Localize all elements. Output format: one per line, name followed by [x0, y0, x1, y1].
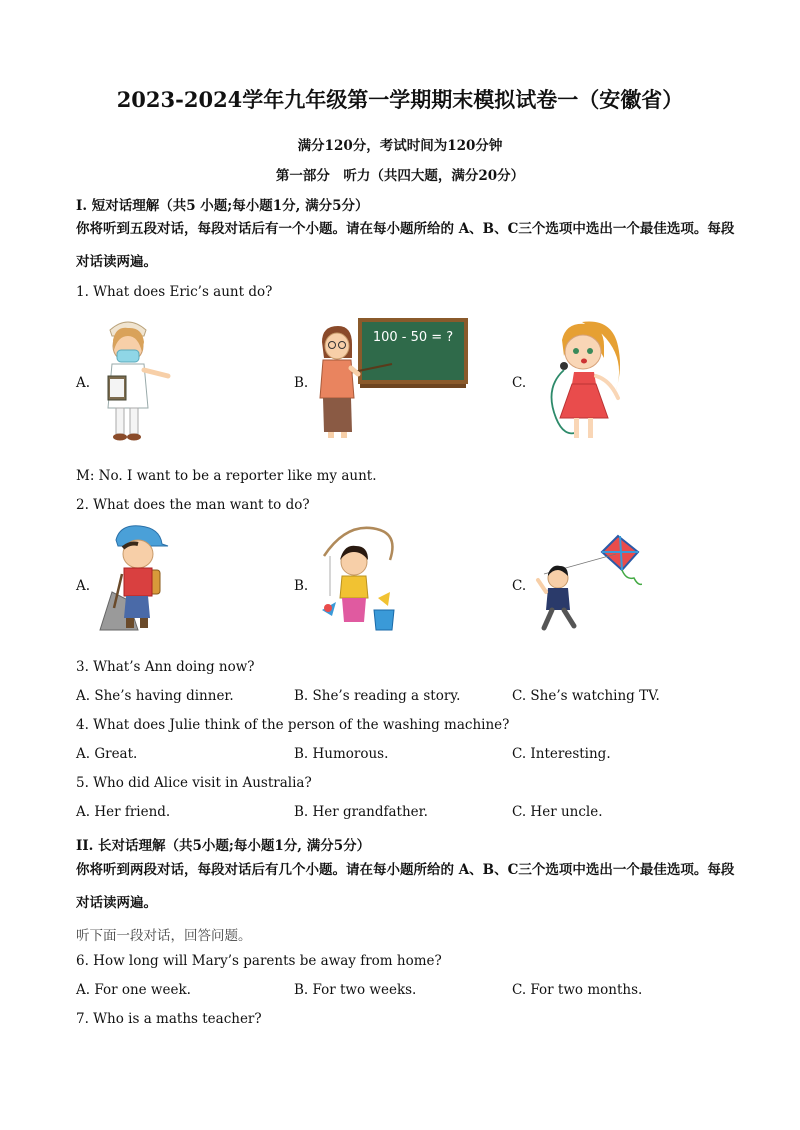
q3-text: 3. What’s Ann doing now? — [76, 659, 255, 675]
singer-illustration — [538, 318, 630, 444]
page-title: 2023-2024学年九年级第一学期期末模拟试卷一（安徽省） — [116, 87, 684, 112]
dialog-note: 听下面一段对话，回答问题。 — [76, 928, 252, 944]
fishing-illustration — [318, 526, 402, 634]
hiker-illustration — [98, 522, 170, 632]
q6-option-b: B. For two weeks. — [294, 982, 417, 998]
kite-illustration — [530, 534, 642, 634]
q7-text: 7. Who is a maths teacher? — [76, 1011, 262, 1027]
section2-instructions: 你将听到两段对话，每段对话后有几个小题。请在每小题所给的 A、B、C三个选项中选出一个最佳选项。每段对话读两遍。 — [76, 862, 735, 911]
q6-option-c: C. For two months. — [512, 982, 643, 998]
teacher-illustration — [314, 314, 472, 442]
q3-option-c: C. She’s watching TV. — [512, 688, 660, 704]
q4-option-a: A. Great. — [76, 746, 138, 762]
q1-option-b-label: B. — [294, 375, 309, 391]
doctor-illustration — [98, 316, 173, 442]
q2-option-b-label: B. — [294, 578, 309, 594]
q1-text: 1. What does Eric’s aunt do? — [76, 284, 273, 300]
q2-option-c-label: C. — [512, 578, 527, 594]
blackboard-text: 100 - 50 = ? — [372, 330, 454, 345]
section1-instructions: 你将听到五段对话，每段对话后有一个小题。请在每小题所给的 A、B、C三个选项中选出一个最佳选项。每段对话读两遍。 — [76, 221, 735, 270]
q2-text: 2. What does the man want to do? — [76, 497, 310, 513]
exam-info: 满分120分，考试时间为120分钟 — [297, 138, 503, 154]
q4-option-c: C. Interesting. — [512, 746, 611, 762]
q6-option-a: A. For one week. — [76, 982, 191, 998]
q4-option-b: B. Humorous. — [294, 746, 389, 762]
q5-option-a: A. Her friend. — [76, 804, 171, 820]
q5-option-c: C. Her uncle. — [512, 804, 603, 820]
q3-option-a: A. She’s having dinner. — [76, 688, 234, 704]
q6-text: 6. How long will Mary’s parents be away from home? — [76, 953, 442, 969]
q1-transcript: M: No. I want to be a reporter like my aunt. — [76, 468, 377, 484]
section2-heading: II. 长对话理解（共5小题;每小题1分, 满分5分） — [76, 838, 371, 854]
q1-option-c-label: C. — [512, 375, 527, 391]
q2-option-a-label: A. — [76, 578, 91, 594]
q1-option-a-label: A. — [76, 375, 91, 391]
q4-text: 4. What does Julie think of the person of the washing machine? — [76, 717, 510, 733]
part1-heading: 第一部分 听力（共四大题，满分20分） — [275, 168, 525, 184]
section1-heading: I. 短对话理解（共5 小题;每小题1分, 满分5分） — [76, 198, 369, 214]
q3-option-b: B. She’s reading a story. — [294, 688, 461, 704]
q5-text: 5. Who did Alice visit in Australia? — [76, 775, 312, 791]
q5-option-b: B. Her grandfather. — [294, 804, 428, 820]
